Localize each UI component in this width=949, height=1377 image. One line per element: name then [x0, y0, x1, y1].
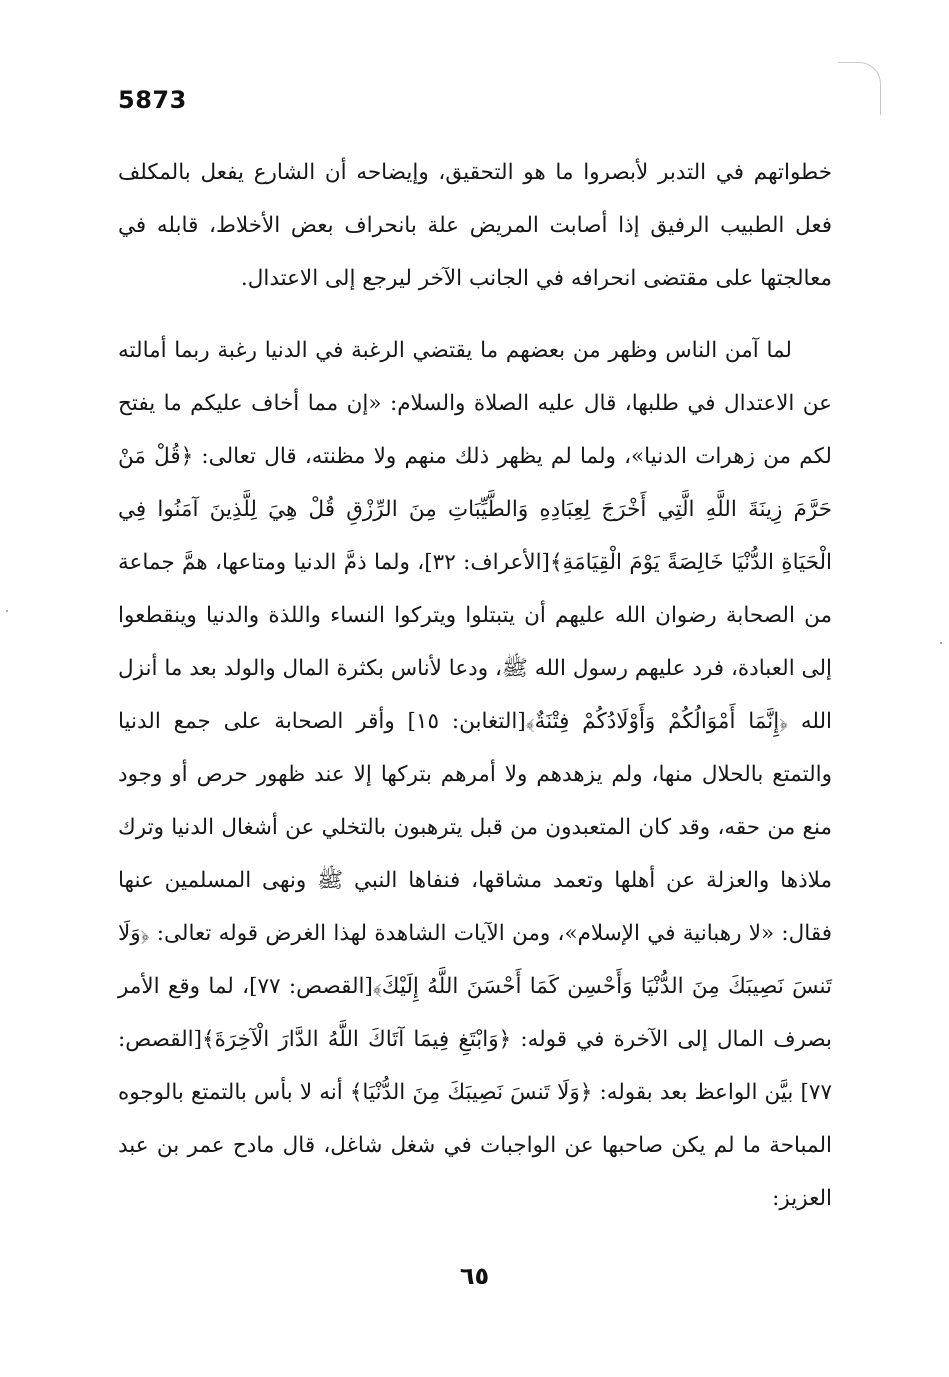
- scan-dot: [940, 642, 942, 644]
- page-corner-mark: [838, 62, 881, 115]
- page-id: 5873: [118, 86, 187, 114]
- body-text: [118, 146, 832, 1225]
- scan-dot: [6, 610, 8, 612]
- page-number: ٦٥: [459, 1262, 490, 1290]
- paragraph: لما آمن الناس وظهر من بعضهم ما يقتضي الرغبة في الدنيا رغبة ربما أمالته عن الاعتدال في طلبها، قال عليه الصلاة والسلام: «إن مما أخاف عليكم ما يفتح لكم من زهرات الدنيا»، ولما لم يظهر ذلك منهم ولا مظنته، قال تعالى: ﴿قُلْ مَنْ حَرَّمَ زِينَةَ اللَّهِ الَّتِي أَخْرَجَ لِعِبَادِهِ وَالطَّيِّبَاتِ مِنَ الرِّزْقِ قُلْ هِيَ لِلَّذِينَ آمَنُوا فِي الْحَيَاةِ الدُّنْيَا خَالِصَةً يَوْمَ الْقِيَامَةِ﴾[الأعراف: ٣٢]، ولما ذمَّ الدنيا ومتاعها، همَّ جماعة من الصحابة رضوان الله عليهم أن يتبتلوا ويتركوا النساء واللذة والدنيا وينقطعوا إلى العبادة، فرد عليهم رسول الله ﷺ، ودعا لأناس بكثرة المال والولد بعد ما أنزل الله ﴿إِنَّمَا أَمْوَالُكُمْ وَأَوْلَادُكُمْ فِتْنَةٌ﴾[التغابن: ١٥] وأقر الصحابة على جمع الدنيا والتمتع بالحلال منها، ولم يزهدهم ولا أمرهم بتركها إلا عند ظهور حرص أو وجود منع من حقه، وقد كان المتعبدون من قبل يترهبون بالتخلي عن أشغال الدنيا وترك ملاذها والعزلة عن أهلها وتعمد مشاقها، فنفاها النبي ﷺ ونهى المسلمين عنها فقال: «لا رهبانية في الإسلام»، ومن الآيات الشاهدة لهذا الغرض قوله تعالى: ﴿وَلَا تَنسَ نَصِيبَكَ مِنَ الدُّنْيَا وَأَحْسِن كَمَا أَحْسَنَ اللَّهُ إِلَيْكَ﴾[القصص: ٧٧]، لما وقع الأمر بصرف المال إلى الآخرة في قوله: ﴿وَابْتَغِ فِيمَا آتَاكَ اللَّهُ الدَّارَ الْآخِرَةَ﴾[القصص: ٧٧] بيَّن الواعظ بعد بقوله: ﴿وَلَا تَنسَ نَصِيبَكَ مِنَ الدُّنْيَا﴾ أنه لا بأس بالتمتع بالوجوه المباحة ما لم يكن صاحبها عن الواجبات في شغل شاغل، قال مادح عمر بن عبد العزيز:: [118, 338, 833, 1211]
- paragraph: خطواتهم في التدبر لأبصروا ما هو التحقيق، وإيضاحه أن الشارع يفعل بالمكلف فعل الطبيب الرفيق إذا أصابت المريض علة بانحراف بعض الأخلاط، قابله في معالجتها على مقتضى انحرافه في الجانب الآخر ليرجع إلى الاعتدال.: [118, 160, 832, 291]
